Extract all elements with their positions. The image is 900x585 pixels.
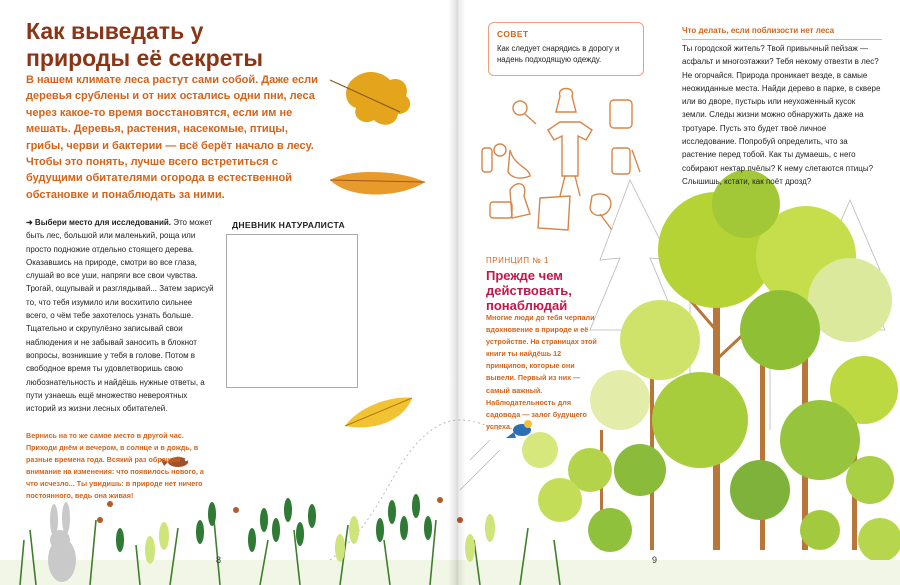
body-text <box>26 216 216 415</box>
aside-text: Вернись на то же самое место в другой час. Приходи днём и вечером, в солнце и в дождь, в разные времена года. Всякий раз обращай внимание на изменения: что появилось нового, а что исчезло... Ты увидишь: в природе нет ничего постоянного, ведь она живая! <box>26 431 204 501</box>
body-lead: ➜ Выбери место для исследований. <box>26 218 171 227</box>
leaf-icon <box>330 172 425 195</box>
tip-box <box>488 22 644 76</box>
book-gutter <box>448 0 466 585</box>
page-number-right: 9 <box>652 555 658 565</box>
tip-text: Как следует снарядись в дорогу и надень подходящую одежду. <box>497 44 620 65</box>
principle-title: Прежде чем действовать, понаблюдай <box>486 268 572 313</box>
yellow-leaf-icon <box>345 397 412 427</box>
rabbit-icon <box>48 502 76 582</box>
section-body: Ты городской житель? Твой привычный пейзаж — асфальт и многоэтажки? Тебя некому отвезти в лес? Не огорчайся. Природа проникает везде, в самые неожиданные места. Найди дерево в парке, в сквере или во дворе, пустырь или неухоженный кусок земли. Следы жизни можно обнаружить даже на тротуаре. Пусть это будет твоё личное исследование. Попробуй определить, что за растение перед тобой. Как ты думаешь, с него собирают нектар пчёлы? К нему слетаются птицы? Слышишь, кстати, как поёт дрозд? <box>682 44 881 186</box>
diary-title: ДНЕВНИК НАТУРАЛИСТА <box>232 220 345 230</box>
page-title: Как выведать у природы её секреты <box>26 18 264 71</box>
naturalist-diary-frame <box>226 234 358 388</box>
principle-text: Многие люди до тебя черпали вдохновение в природе и её устройстве. На страницах этой книги ты найдёшь 12 принципов, которые они вывели. Первый из них — самый важный. Наблюдательность для садовода — залог будущего успеха. <box>486 313 597 431</box>
tip-title: СОВЕТ <box>497 29 529 39</box>
page-number-left: 8 <box>216 555 222 565</box>
body-paragraph: Это может быть лес, большой или маленький, роща или просто подножие отдельно стоящего дерева. Оказавшись на природе, смотри во все глаза, слушай во все уши, напряги все свои чувства. Трогай, ощупывай и разглядывай... Затем зарисуй то, что тебя изумило или восхитило сильнее всего, о чём тебе захотелось узнать больше. Тщательно и скрупулёзно записывай свои наблюдения и не забывай заносить в блокнот вопросы, возникшие у тебя в голове. Потом в свободное время ты удовлетворишь свою любознательность и найдёшь нужные ответы, а пути узнаешь ещё множество невероятных историй из жизни лесных обитателей. <box>26 218 214 414</box>
oak-leaf-icon <box>330 72 410 125</box>
intro-paragraph: В нашем климате леса растут сами собой. Даже если деревья срублены и от них остались одни пни, леса через какое-то время восстановятся, если им не мешать. Деревья, растения, насекомые, птицы, грибы, черви и бактерии — всё берёт начало в лесу. Чтобы это понять, лучше всего встретиться с будущими обитателями огорода в естественной обстановке и понаблюдать за ними. <box>26 74 318 201</box>
gear-sketches <box>482 89 640 231</box>
section-heading: Что делать, если поблизости нет леса <box>682 26 882 40</box>
principle-label: ПРИНЦИП № 1 <box>486 256 550 265</box>
